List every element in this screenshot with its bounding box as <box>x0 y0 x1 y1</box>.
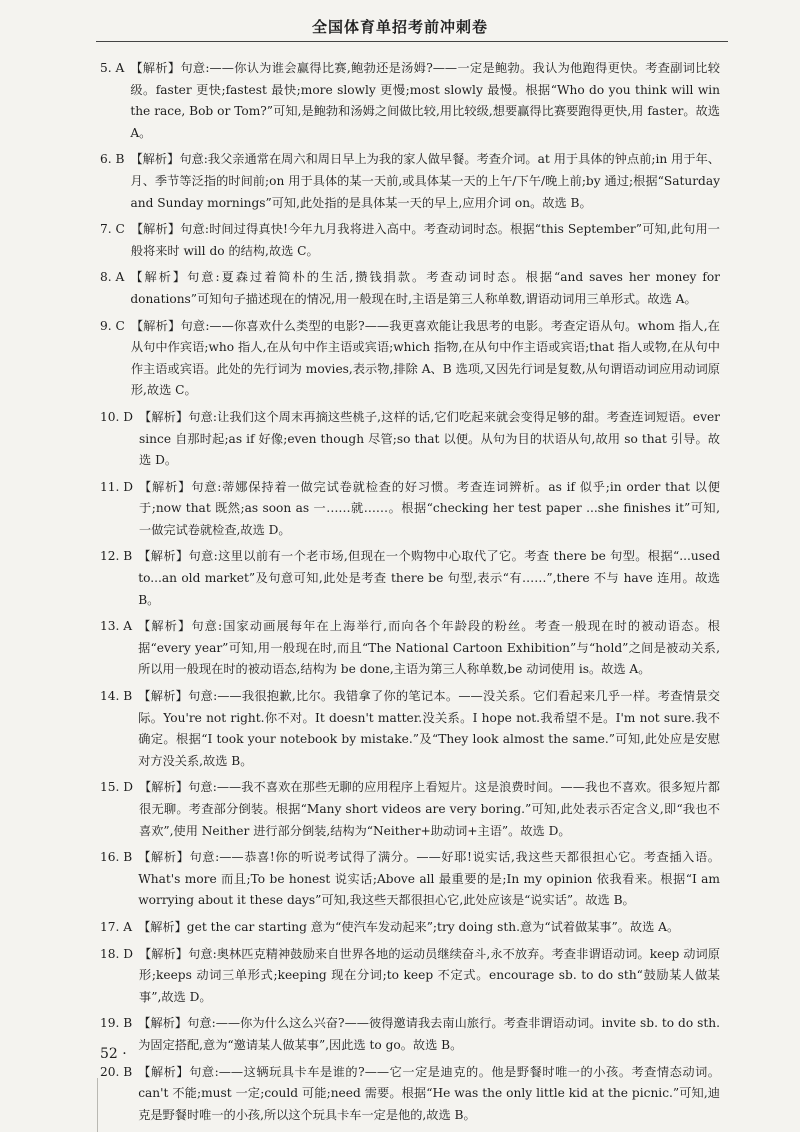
item-explanation: 【解析】句意:——我不喜欢在那些无聊的应用程序上看短片。这是浪费时间。——我也不喜欢。很多短片都很无聊。考查部分倒装。根据“Many short videos are very boring.”可知,此处表示否定含义,即“我也不喜欢”,使用 Neither 进行部分倒装,结构为“Neither+助动词+主语”。故选 D。 <box>139 780 720 838</box>
explanation-item <box>100 477 720 542</box>
item-explanation: 【解析】get the car starting 意为“使汽车发动起来”;try doing sth.意为“试着做某事”。故选 A。 <box>138 919 680 934</box>
explanation-item <box>100 777 720 842</box>
page-number: 52 · <box>100 1046 127 1062</box>
item-number: 16. B <box>100 850 133 865</box>
item-explanation: 【解析】句意:蒂娜保持着一做完试卷就检查的好习惯。考查连词辨析。as if 似乎;in order that 以便于;now that 既然;as soon as 一……就……。根据“checking her test paper ...she finishes it”可知,一做完试卷就检查,故选 D。 <box>139 479 720 537</box>
item-explanation: 【解析】句意:奥林匹克精神鼓励来自世界各地的运动员继续奋斗,永不放弃。考查非谓语动词。keep 动词原形;keeps 动词三单形式;keeping 现在分词;to keep 不定式。encourage sb. to do sth“鼓励某人做某事”,故选 D。 <box>139 946 720 1004</box>
item-explanation: 【解析】句意:我父亲通常在周六和周日早上为我的家人做早餐。考查介词。at 用于具体的钟点前;in 用于年、月、季节等泛指的时间前;on 用于具体的某一天前,或具体某一天的上午/下午/晚上前;by 通过;根据“Saturday and Sunday mornings”可知,此处指的是具体某一天的早上,应用介词 on。故选 B。 <box>130 152 720 210</box>
item-explanation: 【解析】句意:——这辆玩具卡车是谁的?——它一定是迪克的。他是野餐时唯一的小孩。考查情态动词。can't 不能;must 一定;could 可能;need 需要。根据“He was the only little kid at the picnic.”可知,迪克是野餐时唯一的小孩,所以这个玩具卡车一定是他的,故选 B。 <box>138 1064 720 1122</box>
explanation-item <box>100 944 720 1009</box>
header-divider <box>96 41 728 42</box>
item-number: 18. D <box>100 946 134 961</box>
item-number: 11. D <box>100 479 134 494</box>
explanation-item <box>100 1062 720 1127</box>
item-explanation: 【解析】句意:——你为什么这么兴奋?——彼得邀请我去南山旅行。考查非谓语动词。invite sb. to do sth.为固定搭配,意为“邀请某人做某事”,因此选 to go。故选 B。 <box>138 1016 720 1052</box>
item-explanation: 【解析】句意:国家动画展每年在上海举行,而向各个年龄段的粉丝。考查一般现在时的被动语态。根据“every year”可知,用一般现在时,而且“The National Cartoon Exhibition”与“hold”之间是被动关系,所以用一般现在时的被动语态,结构为 be done,主语为第三人称单数,be 动词使用 is。故选 A。 <box>138 619 720 677</box>
item-explanation: 【解析】句意:——你喜欢什么类型的电影?——我更喜欢能让我思考的电影。考查定语从句。whom 指人,在从句中作宾语;who 指人,在从句中作主语或宾语;which 指物,在从句中作主语或宾语;that 指人或物,在从句中作主语或宾语。此处的先行词为 movies,表示物,排除 A、B 选项,又因先行词是复数,从句谓语动词应用动词原形,故选 C。 <box>130 318 720 398</box>
explanation-item <box>100 58 720 144</box>
item-number: 8. A <box>100 270 125 285</box>
item-number: 13. A <box>100 619 133 634</box>
explanation-item <box>100 219 720 262</box>
explanation-item <box>100 1013 720 1056</box>
item-explanation: 【解析】句意:——你认为谁会赢得比赛,鲍勃还是汤姆?——一定是鲍勃。我认为他跑得更快。考查副词比较级。faster 更快;fastest 最快;more slowly 更慢;most slowly 最慢。根据“Who do you think will win the race, Bob or Tom?”可知,是鲍勃和汤姆之间做比较,用比较级,想要赢得比赛要跑得更快,用 faster。故选 A。 <box>130 61 720 140</box>
explanation-item <box>100 616 720 681</box>
item-number: 14. B <box>100 689 133 704</box>
page-header: 全国体育单招考前冲刺卷 <box>311 18 488 36</box>
item-number: 5. A <box>100 61 125 75</box>
item-number: 7. C <box>100 222 125 237</box>
item-number: 17. A <box>100 919 133 934</box>
item-number: 20. B <box>100 1064 133 1079</box>
margin-line <box>97 1078 98 1132</box>
item-explanation: 【解析】句意:让我们这个周末再摘这些桃子,这样的话,它们吃起来就会变得足够的甜。考查连词短语。ever since 自那时起;as if 好像;even though 尽管;so that 以便。从句为目的状语从句,故用 so that 引导。故选 D。 <box>139 409 720 468</box>
explanation-item <box>100 546 720 611</box>
explanation-item <box>100 316 720 402</box>
item-number: 12. B <box>100 549 133 564</box>
explanation-item <box>100 917 720 939</box>
explanation-item <box>100 847 720 912</box>
item-number: 6. B <box>100 152 125 167</box>
explanation-item <box>100 407 720 472</box>
item-explanation: 【解析】句意:这里以前有一个老市场,但现在一个购物中心取代了它。考查 there be 句型。根据“...used to...an old market”及句意可知,此处是考查 there be 句型,表示“有……”,there 不与 have 连用。故选 B。 <box>138 549 720 607</box>
item-number: 15. D <box>100 780 134 795</box>
item-explanation: 【解析】句意:——我很抱歉,比尔。我错拿了你的笔记本。——没关系。它们看起来几乎一样。考查情景交际。You're not right.你不对。It doesn't matter.没关系。I hope not.我希望不是。I'm not sure.我不确定。根据“I took your notebook by mistake.”及“They look almost the same.”可知,此处应是安慰对方没关系,故选 B。 <box>138 689 720 768</box>
explanation-item <box>100 267 720 310</box>
item-number: 10. D <box>100 409 134 424</box>
item-explanation: 【解析】句意:夏森过着简朴的生活,攒钱捐款。考查动词时态。根据“and saves her money for donations”可知句子描述现在的情况,用一般现在时,主语是第三人称单数,谓语动词用三单形式。故选 A。 <box>130 270 720 306</box>
explanation-item <box>100 686 720 772</box>
item-explanation: 【解析】句意:——恭喜!你的听说考试得了满分。——好耶!说实话,我这些天都很担心它。考查插入语。What's more 而且;To be honest 说实话;Above all 最重要的是;In my opinion 依我看来。根据“I am worrying about it these days”可知,我这些天都很担心它,此处应该是“说实话”。故选 B。 <box>138 850 720 908</box>
answer-explanations <box>100 58 720 1131</box>
item-explanation: 【解析】句意:时间过得真快!今年九月我将进入高中。考查动词时态。根据“this September”可知,此句用一般将来时 will do 的结构,故选 C。 <box>130 222 720 258</box>
item-number: 19. B <box>100 1016 133 1031</box>
item-number: 9. C <box>100 318 125 333</box>
explanation-item <box>100 149 720 214</box>
